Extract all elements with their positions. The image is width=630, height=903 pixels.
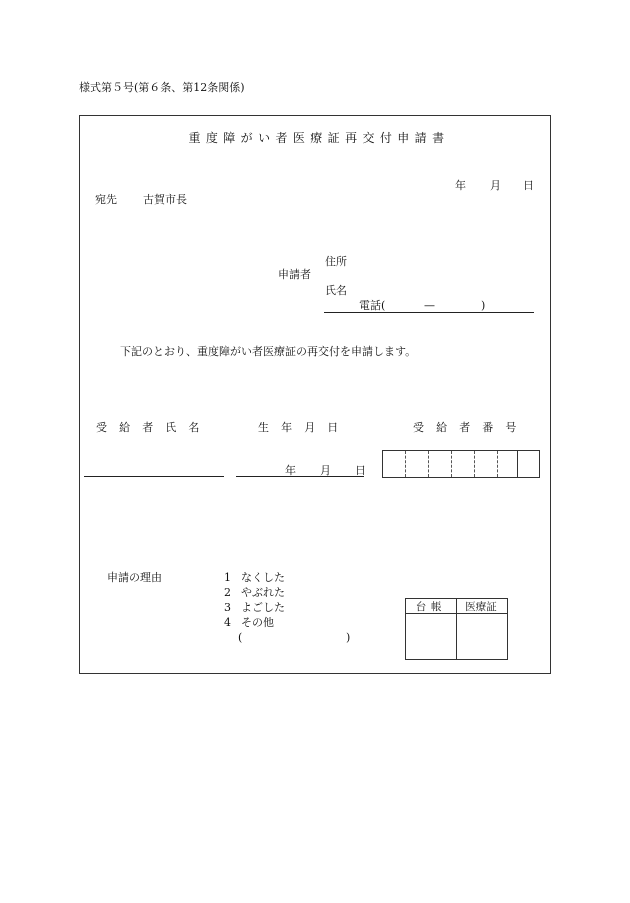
name-label: 氏名 — [325, 284, 347, 297]
reason-option-number: 2 — [224, 586, 231, 599]
recipient-number-header: 受給者番号 — [413, 421, 529, 434]
reason-option-lost: なくした — [241, 571, 285, 584]
number-cell[interactable] — [498, 451, 518, 477]
certificate-label: 医療証 — [465, 601, 497, 613]
address-label: 住所 — [325, 255, 347, 268]
birth-year-label: 年 — [285, 464, 296, 477]
number-cell[interactable] — [452, 451, 475, 477]
phone-dash: — — [424, 299, 435, 312]
reason-option-other: その他 — [241, 616, 274, 629]
addressee-name: 古賀市長 — [143, 193, 187, 206]
ledger-label: 台帳 — [415, 601, 447, 613]
recipient-number-box[interactable] — [382, 450, 540, 478]
phone-close: ) — [481, 299, 486, 312]
form-number: 様式第５号(第６条、第12条関係) — [79, 81, 245, 94]
number-cell[interactable] — [429, 451, 452, 477]
number-cell[interactable] — [383, 451, 406, 477]
date-year-label: 年 — [455, 179, 466, 192]
phone-underline — [324, 312, 534, 313]
reason-option-soiled: よごした — [241, 601, 285, 614]
recipient-name-header: 受給者氏名 — [96, 421, 212, 434]
date-month-label: 月 — [490, 179, 501, 192]
addressee-label: 宛先 — [95, 193, 117, 206]
phone-label: 電話( — [359, 299, 386, 312]
birth-date-header: 生年月日 — [258, 421, 351, 434]
form-title: 重度障がい者医療証再交付申請書 — [188, 131, 450, 145]
other-reason-open: ( — [238, 631, 243, 644]
number-cell[interactable] — [475, 451, 498, 477]
recipient-name-field[interactable] — [84, 476, 224, 477]
other-reason-close: ) — [346, 631, 351, 644]
number-cell[interactable] — [406, 451, 429, 477]
birth-month-label: 月 — [320, 464, 331, 477]
reason-option-number: 4 — [224, 616, 231, 629]
reason-option-torn: やぶれた — [241, 586, 285, 599]
birth-date-field[interactable] — [236, 476, 364, 477]
applicant-label: 申請者 — [278, 268, 311, 281]
date-day-label: 日 — [523, 179, 534, 192]
statement-text: 下記のとおり、重度障がい者医療証の再交付を申請します。 — [120, 345, 417, 358]
reason-option-number: 1 — [224, 571, 231, 584]
reason-option-number: 3 — [224, 601, 231, 614]
office-use-box — [405, 598, 508, 660]
reason-label: 申請の理由 — [107, 571, 162, 584]
birth-day-label: 日 — [355, 464, 366, 477]
